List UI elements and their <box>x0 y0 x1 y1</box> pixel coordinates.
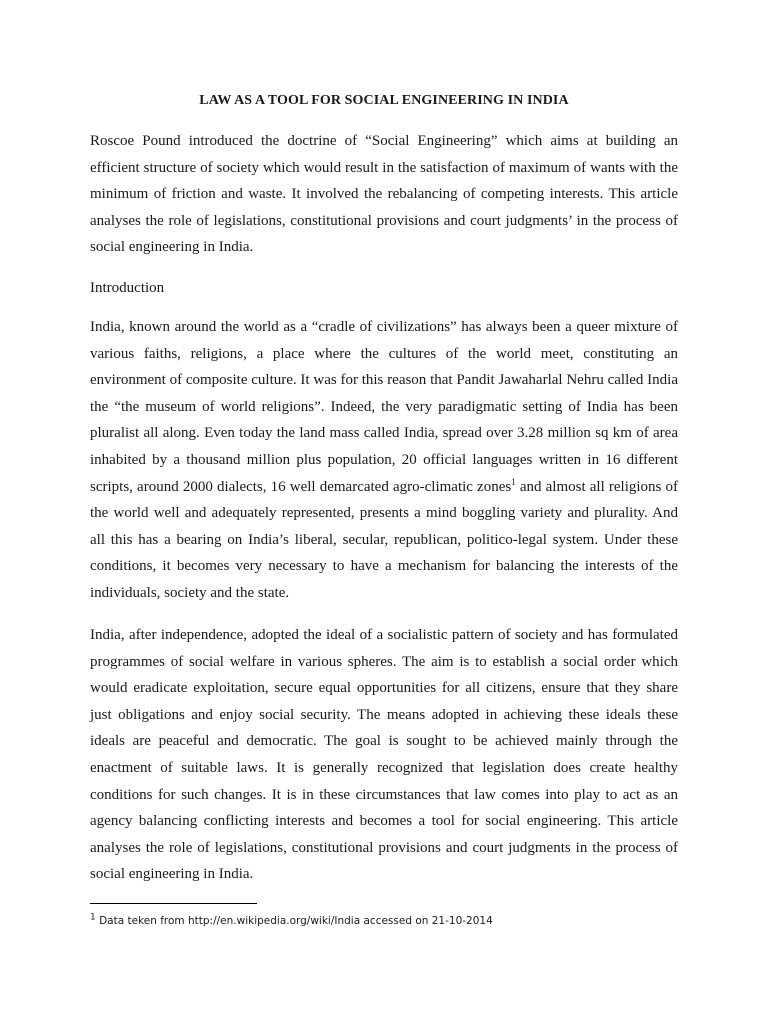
footnote-separator <box>90 903 257 904</box>
footnote-text: Data teken from http://en.wikipedia.org/wiki/India accessed on 21-10-2014 <box>95 915 493 927</box>
section-heading-introduction: Introduction <box>90 280 165 296</box>
paragraph-text-after-footnote: and almost all religions of the world well and adequately represented, presents a mind boggling variety and plurality. And all this has a bearing on India’s liberal, secular, republican, politico-legal system. Under these conditions, it becomes very necessary to have a mechanism for balancing the interests of the individuals, society and the state. <box>90 478 678 601</box>
footnote-marker: 1 <box>90 912 96 923</box>
footnote-reference[interactable]: 1 <box>511 476 516 487</box>
footnote <box>90 914 493 928</box>
document-title: LAW AS A TOOL FOR SOCIAL ENGINEERING IN INDIA <box>199 93 569 108</box>
abstract-paragraph: Roscoe Pound introduced the doctrine of “Social Engineering” which aims at building an efficient structure of society which would result in the satisfaction of maximum of wants with the minimum of friction and waste. It involved the rebalancing of competing interests. This article analyses the role of legislations, constitutional provisions and court judgments’ in the process of social engineering in India. <box>90 133 678 256</box>
paragraph-text-before-footnote: India, known around the world as a “cradle of civilizations” has always been a queer mixture of various faiths, religions, a place where the cultures of the world meet, constituting an environment of composite culture. It was for this reason that Pandit Jawaharlal Nehru called India the “the museum of world religions”. Indeed, the very paradigmatic setting of India has been pluralist all along. Even today the land mass called India, spread over 3.28 million sq km of area inhabited by a thousand million plus population, 20 official languages written in 16 different scripts, around 2000 dialects, 16 well demarcated agro-climatic zones <box>90 319 678 495</box>
introduction-paragraph-2: India, after independence, adopted the ideal of a socialistic pattern of society and has formulated programmes of social welfare in various spheres. The aim is to establish a social order which would eradicate exploitation, secure equal opportunities for all citizens, ensure that they share just obligations and enjoy social security. The means adopted in achieving these ideals these ideals are peaceful and democratic. The goal is sought to be achieved mainly through the enactment of suitable laws. It is generally recognized that legislation does create healthy conditions for such changes. It is in these circumstances that law comes into play to act as an agency balancing conflicting interests and becomes a tool for social engineering. This article analyses the role of legislations, constitutional provisions and court judgments in the process of social engineering in India. <box>90 627 678 883</box>
introduction-paragraph-1 <box>90 314 678 607</box>
